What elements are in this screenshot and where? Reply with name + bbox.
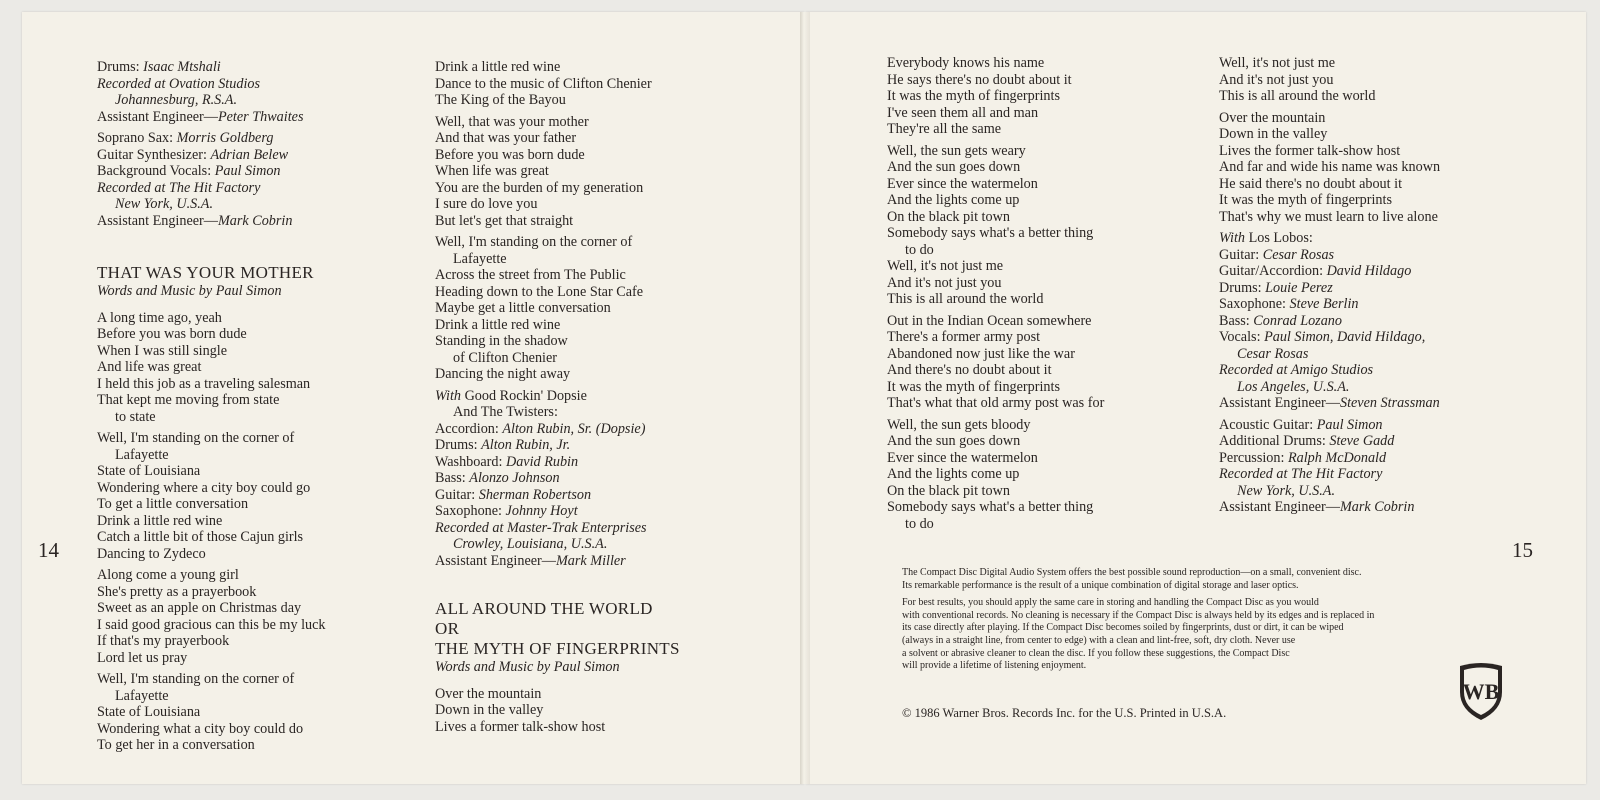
credit-text: New York, U.S.A. bbox=[1237, 482, 1336, 499]
lyric-line: And it's not just you bbox=[1219, 71, 1334, 88]
credit-line bbox=[435, 421, 680, 438]
credit-role: Assistant Engineer— bbox=[1219, 499, 1340, 515]
lyric-line: It was the myth of fingerprints bbox=[887, 88, 1060, 104]
lyric-line: Heading down to the Lone Star Cafe bbox=[435, 283, 644, 300]
lyric-line: to do bbox=[905, 515, 934, 532]
credit-role: Bass: bbox=[1219, 312, 1254, 329]
lyric-line: Lafayette bbox=[115, 446, 169, 463]
credit-line bbox=[1219, 483, 1440, 500]
credit-line bbox=[435, 437, 680, 454]
notice-line: will provide a lifetime of listening enjoyment. bbox=[902, 660, 1087, 672]
notice-line: a solvent or abrasive cleaner to clean the disc. If you follow these suggestions, the Compact Disc bbox=[902, 647, 1290, 659]
notice-line: For best results, you should apply the same care in storing and handling the Compact Disc as you would bbox=[902, 597, 1319, 609]
credit-line bbox=[1219, 499, 1440, 516]
credit-text: Recorded at Master-Trak Enterprises bbox=[435, 519, 647, 536]
credit-name: Steven Strassman bbox=[1339, 395, 1440, 411]
lyric-line: To get a little conversation bbox=[97, 496, 249, 512]
song-title-myth: ALL AROUND THE WORLD OR THE MYTH OF FINGERPRINTS bbox=[435, 599, 680, 658]
lyric-line: On the black pit town bbox=[887, 208, 1010, 225]
lyric-line: You are the burden of my generation bbox=[435, 179, 644, 196]
verse bbox=[435, 234, 680, 383]
lyric-line: Well, it's not just me bbox=[1219, 55, 1336, 71]
credit-name: Morris Goldberg bbox=[176, 130, 274, 146]
credit-role: Acoustic Guitar: bbox=[1219, 416, 1317, 433]
credit-name: Conrad Lozano bbox=[1253, 312, 1342, 329]
credit-text: Johannesburg, R.S.A. bbox=[115, 92, 238, 108]
credit-name: Mark Miller bbox=[555, 552, 626, 569]
lyric-line: When life was great bbox=[435, 163, 549, 179]
credit-name: Peter Thwaites bbox=[217, 108, 304, 125]
lyric-line: They're all the same bbox=[887, 121, 1002, 137]
lyric-line: This is all around the world bbox=[887, 291, 1044, 307]
lyric-line: That's what that old army post was for bbox=[887, 395, 1105, 411]
credit-role: Assistant Engineer— bbox=[435, 552, 556, 569]
lyric-line: I held this job as a traveling salesman bbox=[97, 375, 311, 392]
credit-line bbox=[97, 59, 326, 76]
credit-role: Percussion: bbox=[1219, 449, 1288, 466]
credit-line bbox=[1219, 296, 1440, 313]
credit-name: Alonzo Johnson bbox=[469, 470, 560, 486]
credit-line bbox=[1219, 466, 1440, 483]
credit-role: Background Vocals: bbox=[97, 163, 215, 179]
lyric-line: And it's not just you bbox=[887, 274, 1002, 291]
credit-line bbox=[435, 536, 680, 553]
lyric-line: Drink a little red wine bbox=[435, 316, 561, 333]
lyric-line: Well, the sun gets weary bbox=[887, 142, 1026, 159]
warner-bros-shield-icon bbox=[1456, 662, 1506, 722]
left-col-2 bbox=[435, 59, 680, 735]
verse bbox=[887, 55, 1104, 138]
lyric-line: Dancing to Zydeco bbox=[97, 545, 206, 562]
lyric-line: Well, the sun gets bloody bbox=[887, 416, 1031, 433]
lyric-line: A long time ago, yeah bbox=[97, 309, 222, 326]
lyric-line: On the black pit town bbox=[887, 482, 1010, 499]
booklet-spine bbox=[800, 12, 810, 784]
lyric-line: He said there's no doubt about it bbox=[1219, 175, 1403, 192]
credit-role: Guitar Synthesizer: bbox=[97, 146, 211, 163]
lyric-line: Everybody knows his name bbox=[887, 55, 1045, 71]
lyric-line: And far and wide his name was known bbox=[1219, 159, 1441, 175]
lyric-line: Lafayette bbox=[115, 687, 169, 704]
lyric-line: The King of the Bayou bbox=[435, 92, 566, 108]
lyric-line: To get her in a conversation bbox=[97, 737, 255, 753]
credit-line bbox=[1219, 362, 1440, 379]
credit-line bbox=[435, 487, 680, 504]
credit-line bbox=[97, 130, 326, 147]
right-col-2 bbox=[1219, 55, 1440, 516]
lyric-line: If that's my prayerbook bbox=[97, 633, 230, 649]
credit-name: Mark Cobrin bbox=[1339, 499, 1415, 515]
lyric-line: It was the myth of fingerprints bbox=[887, 378, 1060, 395]
notice-line: with conventional records. No cleaning is necessary if the Compact Disc is always held by its edges and is replaced in bbox=[902, 609, 1375, 621]
credit-line bbox=[1219, 417, 1440, 434]
credit-line bbox=[97, 109, 326, 126]
lyric-line: Wondering what a city boy could do bbox=[97, 720, 304, 737]
verse bbox=[1219, 110, 1440, 226]
lyric-line: Dance to the music of Clifton Chenier bbox=[435, 75, 652, 92]
lyric-line: Down in the valley bbox=[1219, 126, 1328, 142]
verse bbox=[97, 567, 326, 666]
verse bbox=[435, 59, 680, 109]
credit-line bbox=[1219, 346, 1440, 363]
lyric-line: Well, I'm standing on the corner of bbox=[97, 430, 295, 446]
song-title-mother: THAT WAS YOUR MOTHER bbox=[97, 263, 314, 282]
credit-role: Bass: bbox=[435, 470, 470, 486]
credit-role: Drums: bbox=[1219, 279, 1266, 296]
credit-role: Guitar: bbox=[435, 486, 479, 503]
credit-line bbox=[1219, 247, 1440, 264]
credit-name: David Hildago bbox=[1326, 263, 1412, 279]
lyric-line: I sure do love you bbox=[435, 196, 538, 212]
credit-role: Saxophone: bbox=[1219, 296, 1290, 312]
verse bbox=[887, 313, 1104, 412]
credit-name: Paul Simon bbox=[1316, 416, 1383, 433]
with-line-2: And The Twisters: bbox=[453, 404, 558, 420]
lyric-line: And the sun goes down bbox=[887, 433, 1021, 449]
lyric-line: Well, I'm standing on the corner of bbox=[435, 234, 633, 250]
lyric-line: to state bbox=[115, 408, 156, 425]
lyric-line: Over the mountain bbox=[1219, 109, 1326, 126]
lyric-line: And the lights come up bbox=[887, 192, 1020, 208]
lyric-line: And life was great bbox=[97, 359, 202, 375]
copyright-line: © 1986 Warner Bros. Records Inc. for the U.S. Printed in U.S.A. bbox=[902, 706, 1227, 720]
lyric-line: Drink a little red wine bbox=[435, 59, 561, 75]
credit-line bbox=[1219, 313, 1440, 330]
lyric-line: This is all around the world bbox=[1219, 88, 1376, 104]
lyric-line: Ever since the watermelon bbox=[887, 175, 1038, 192]
notice-paragraph-1 bbox=[902, 567, 1532, 592]
credit-role: Drums: bbox=[97, 59, 144, 75]
credit-name: Louie Perez bbox=[1265, 279, 1333, 296]
credit-line bbox=[435, 553, 680, 570]
verse bbox=[97, 671, 326, 754]
verse bbox=[97, 310, 326, 426]
credit-role: Assistant Engineer— bbox=[97, 108, 218, 125]
credit-name: Johnny Hoyt bbox=[505, 503, 578, 519]
credit-line bbox=[435, 454, 680, 471]
credit-name: Sherman Robertson bbox=[478, 486, 592, 503]
credits-block-b bbox=[97, 130, 326, 229]
lyric-line: When I was still single bbox=[97, 342, 228, 359]
credit-role: Saxophone: bbox=[435, 503, 506, 519]
credit-name: Cesar Rosas bbox=[1262, 246, 1335, 263]
lyric-line: Down in the valley bbox=[435, 702, 544, 718]
credit-role: Soprano Sax: bbox=[97, 130, 177, 146]
verse bbox=[887, 143, 1104, 308]
credit-role: Washboard: bbox=[435, 453, 506, 470]
credit-name: Ralph McDonald bbox=[1287, 449, 1387, 466]
lyric-line: Catch a little bit of those Cajun girls bbox=[97, 529, 304, 545]
notice-line: The Compact Disc Digital Audio System offers the best possible sound reproduction—on a small, convenient disc. bbox=[902, 567, 1362, 578]
lyric-line: He says there's no doubt about it bbox=[887, 71, 1072, 88]
credit-name: Steve Gadd bbox=[1329, 433, 1395, 449]
left-col-1 bbox=[97, 59, 326, 754]
credit-line bbox=[1219, 329, 1440, 346]
credit-line bbox=[1219, 433, 1440, 450]
lyric-line: Across the street from The Public bbox=[435, 267, 626, 283]
credit-name: David Rubin bbox=[505, 453, 579, 470]
credit-role: Guitar/Accordion: bbox=[1219, 263, 1327, 279]
credit-line bbox=[97, 213, 326, 230]
credit-role: Vocals: bbox=[1219, 329, 1265, 345]
credits-block bbox=[435, 421, 680, 570]
notice-line: its case directly after playing. If the Compact Disc becomes soiled by fingerprints, dust or dirt, it can be wiped bbox=[902, 622, 1344, 634]
lyric-line: Abandoned now just like the war bbox=[887, 345, 1075, 362]
credit-text: Recorded at The Hit Factory bbox=[1219, 466, 1383, 482]
credit-name: Isaac Mtshali bbox=[143, 59, 221, 75]
lyric-line: Over the mountain bbox=[435, 685, 542, 702]
credits-block-a bbox=[1219, 247, 1440, 412]
credits-block-b bbox=[1219, 417, 1440, 516]
right-col-1 bbox=[887, 55, 1104, 532]
lyric-line: I've seen them all and man bbox=[887, 104, 1039, 121]
credit-line bbox=[1219, 450, 1440, 467]
lyric-line: Lord let us pray bbox=[97, 649, 188, 666]
notice-paragraph-2 bbox=[902, 597, 1532, 673]
lyric-line: And the sun goes down bbox=[887, 159, 1021, 175]
lyric-line: to do bbox=[905, 241, 934, 258]
credit-line bbox=[97, 92, 326, 109]
credit-name: Steve Berlin bbox=[1289, 296, 1359, 312]
lyric-line: State of Louisiana bbox=[97, 463, 201, 479]
credit-line bbox=[97, 147, 326, 164]
lyric-line: That kept me moving from state bbox=[97, 392, 280, 408]
lyric-line: Somebody says what's a better thing bbox=[887, 225, 1094, 241]
lyric-line: State of Louisiana bbox=[97, 704, 201, 720]
lyric-line: Lives the former talk-show host bbox=[1219, 142, 1401, 159]
logo-text: WB bbox=[1462, 679, 1500, 704]
credit-line bbox=[97, 180, 326, 197]
credit-role: Additional Drums: bbox=[1219, 433, 1330, 449]
lyric-line: Well, I'm standing on the corner of bbox=[97, 671, 295, 687]
credit-name: Alton Rubin, Jr. bbox=[481, 437, 571, 453]
credit-line bbox=[1219, 280, 1440, 297]
page-number-left: 14 bbox=[38, 538, 59, 562]
credit-text: Recorded at Amigo Studios bbox=[1219, 362, 1374, 378]
lyric-line: Along come a young girl bbox=[97, 567, 239, 583]
credit-role: Drums: bbox=[435, 437, 482, 453]
lyric-line: Somebody says what's a better thing bbox=[887, 499, 1094, 515]
credit-text: Crowley, Louisiana, U.S.A. bbox=[453, 536, 608, 552]
lyric-line: Well, it's not just me bbox=[887, 258, 1004, 274]
song-subtitle: Words and Music by Paul Simon bbox=[97, 283, 282, 299]
credit-text: Recorded at Ovation Studios bbox=[97, 75, 260, 92]
credit-role: Guitar: bbox=[1219, 246, 1263, 263]
credit-role: Assistant Engineer— bbox=[1219, 395, 1340, 411]
lyric-line: And there's no doubt about it bbox=[887, 362, 1052, 378]
credit-role: Assistant Engineer— bbox=[97, 212, 218, 229]
with-line: With Los Lobos: bbox=[1219, 230, 1313, 246]
verse bbox=[1219, 55, 1440, 105]
lyric-line: I said good gracious can this be my luck bbox=[97, 616, 326, 633]
lyric-line: Wondering where a city boy could go bbox=[97, 479, 311, 496]
credit-text: Los Angeles, U.S.A. bbox=[1237, 378, 1350, 395]
verse bbox=[887, 417, 1104, 533]
lyric-line: And the lights come up bbox=[887, 466, 1020, 482]
credit-name: Mark Cobrin bbox=[217, 212, 293, 229]
credit-role: Accordion: bbox=[435, 420, 503, 437]
lyric-line: Before you was born dude bbox=[97, 326, 247, 342]
verse bbox=[435, 114, 680, 230]
credit-text: Cesar Rosas bbox=[1237, 345, 1309, 362]
page-number-right: 15 bbox=[1512, 538, 1533, 562]
lyric-line: It was the myth of fingerprints bbox=[1219, 192, 1392, 208]
credit-line bbox=[97, 76, 326, 93]
lyric-line: Ever since the watermelon bbox=[887, 449, 1038, 466]
lyric-line: Lives a former talk-show host bbox=[435, 718, 606, 735]
credit-line bbox=[435, 520, 680, 537]
lyric-line: Dancing the night away bbox=[435, 366, 571, 382]
credit-name: Adrian Belew bbox=[210, 146, 289, 163]
credit-text: Recorded at The Hit Factory bbox=[97, 179, 261, 196]
verse bbox=[435, 686, 680, 736]
lyric-line: Drink a little red wine bbox=[97, 512, 223, 529]
with-line: With Good Rockin' Dopsie bbox=[435, 387, 587, 404]
credits-block-a bbox=[97, 59, 326, 125]
credit-text: New York, U.S.A. bbox=[115, 196, 214, 212]
notice-line: (always in a straight line, from center to edge) with a clean and lint-free, soft, dry cloth. Never use bbox=[902, 634, 1296, 646]
lyric-line: Standing in the shadow bbox=[435, 333, 568, 349]
credit-line bbox=[1219, 395, 1440, 412]
lyric-line: Sweet as an apple on Christmas day bbox=[97, 600, 302, 616]
lyric-line: There's a former army post bbox=[887, 329, 1041, 345]
lyric-line: of Clifton Chenier bbox=[453, 349, 558, 366]
lyric-line: And that was your father bbox=[435, 130, 577, 146]
lyric-line: Well, that was your mother bbox=[435, 113, 589, 130]
credit-line bbox=[435, 470, 680, 487]
song-subtitle: Words and Music by Paul Simon bbox=[435, 659, 620, 675]
credit-line bbox=[1219, 263, 1440, 280]
compact-disc-notice bbox=[902, 567, 1532, 678]
lyric-line: Out in the Indian Ocean somewhere bbox=[887, 312, 1092, 329]
credit-line bbox=[97, 163, 326, 180]
credit-line bbox=[97, 196, 326, 213]
credit-name: Paul Simon, David Hildago, bbox=[1264, 329, 1426, 345]
notice-line: Its remarkable performance is the result of a unique combination of digital storage and laser optics. bbox=[902, 579, 1299, 591]
credit-name: Alton Rubin, Sr. (Dopsie) bbox=[502, 420, 646, 437]
credit-line bbox=[1219, 379, 1440, 396]
lyric-line: But let's get that straight bbox=[435, 212, 574, 229]
credit-line bbox=[435, 503, 680, 520]
credit-name: Paul Simon bbox=[214, 163, 281, 179]
lyric-line: She's pretty as a prayerbook bbox=[97, 583, 257, 600]
lyric-line: Before you was born dude bbox=[435, 146, 585, 163]
verse bbox=[97, 430, 326, 562]
lyric-line: Lafayette bbox=[453, 250, 507, 267]
lyric-line: That's why we must learn to live alone bbox=[1219, 208, 1438, 225]
lyric-line: Maybe get a little conversation bbox=[435, 300, 611, 316]
